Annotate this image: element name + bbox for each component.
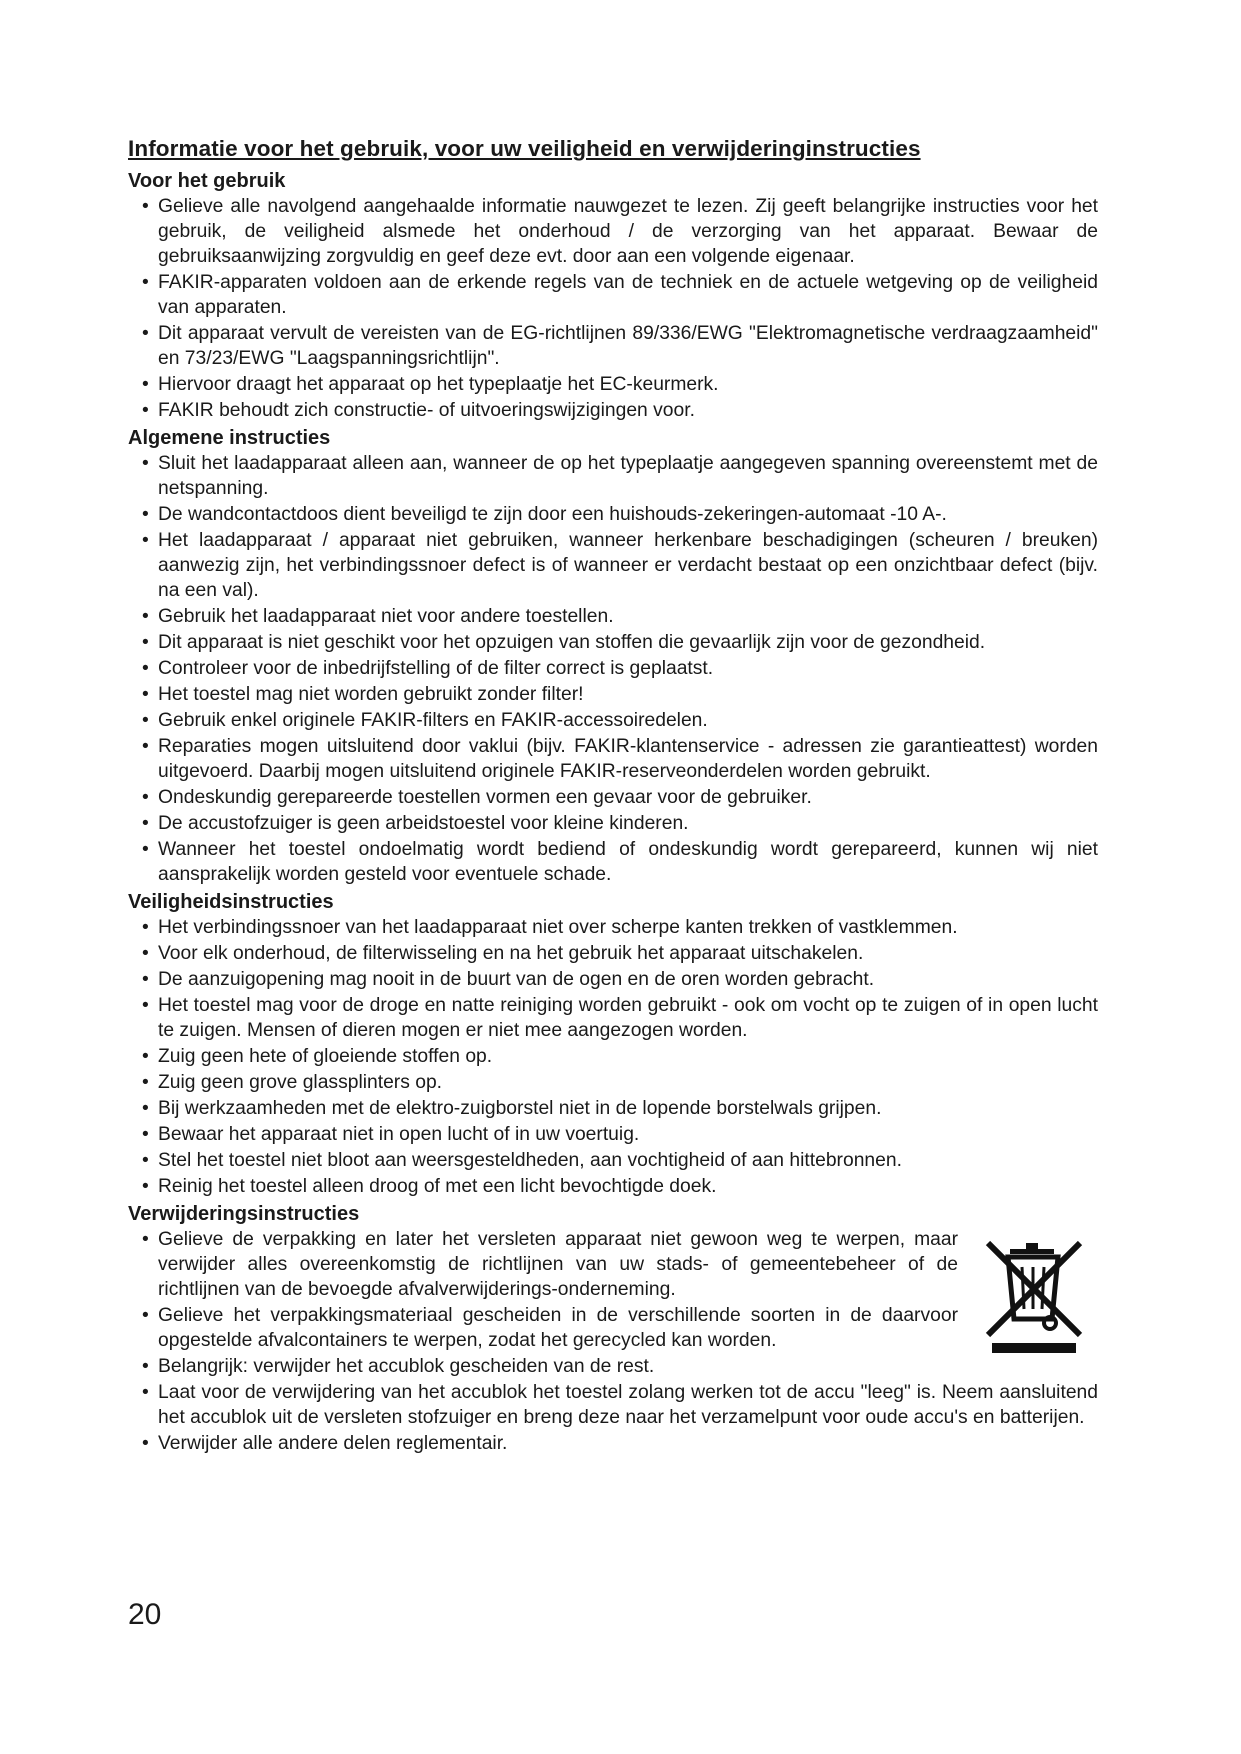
list-item: • Reparaties mogen uitsluitend door vaklui (bijv. FAKIR-klantenservice - adressen zie garantieattest) worden uitgevoerd. Daarbij mogen uitsluitend originele FAKIR-reserveonderdelen worden gebruikt. [128,734,1098,784]
list-item: • FAKIR behoudt zich constructie- of uitvoeringswijzigingen voor. [128,398,1098,423]
list-item: • Het toestel mag niet worden gebruikt zonder filter! [128,682,1098,707]
list-item: • Controleer voor de inbedrijfstelling of de filter correct is geplaatst. [128,656,1098,681]
list-item: • De wandcontactdoos dient beveiligd te zijn door een huishouds-zekeringen-automaat -10 A-. [128,502,1098,527]
section-disposal [128,1203,1098,1456]
list-item: • Het toestel mag voor de droge en natte reiniging worden gebruikt - ook om vocht op te zuigen of in open lucht te zuigen. Mensen of dieren mogen er niet mee aangezogen worden. [128,993,1098,1043]
list-item: • De aanzuigopening mag nooit in de buurt van de ogen en de oren worden gebracht. [128,967,1098,992]
list-item: • Zuig geen grove glassplinters op. [128,1070,1098,1095]
list-item: • Reinig het toestel alleen droog of met een licht bevochtigde doek. [128,1174,1098,1199]
crossed-out-wheelie-bin-icon [980,1237,1088,1357]
section-usage [128,170,1098,423]
list-item: • Gelieve de verpakking en later het versleten apparaat niet gewoon weg te werpen, maar verwijder alles overeenkomstig de richtlijnen van uw stads- of gemeentebeheer of de richtlijnen van de bevoegde afvalverwijderings-onderneming. [128,1227,958,1302]
section-safety [128,891,1098,1199]
list-item: • Het verbindingssnoer van het laadapparaat niet over scherpe kanten trekken of vastklemmen. [128,915,1098,940]
list-item: • Gelieve het verpakkingsmateriaal gescheiden in de verschillende soorten in de daarvoor opgestelde afvalcontainers te werpen, zodat het gerecycled kan worden. [128,1303,958,1353]
list-item: • FAKIR-apparaten voldoen aan de erkende regels van de techniek en de actuele wetgeving op de veiligheid van apparaten. [128,270,1098,320]
list-item: • Gebruik het laadapparaat niet voor andere toestellen. [128,604,1098,629]
list-item: • Bewaar het apparaat niet in open lucht of in uw voertuig. [128,1122,1098,1147]
list-item: • Voor elk onderhoud, de filterwisseling en na het gebruik het apparaat uitschakelen. [128,941,1098,966]
list-item: • Gebruik enkel originele FAKIR-filters en FAKIR-accessoiredelen. [128,708,1098,733]
list-item: • Laat voor de verwijdering van het accublok het toestel zolang werken tot de accu "leeg" is. Neem aansluitend het accublok uit de versleten stofzuiger en breng deze naar het verzamelpunt voor oude accu's en batterijen. [128,1380,1098,1430]
section-heading: Veiligheidsinstructies [128,891,334,913]
list-item: • De accustofzuiger is geen arbeidstoestel voor kleine kinderen. [128,811,1098,836]
bullet-list [128,194,1098,423]
list-item: • Gelieve alle navolgend aangehaalde informatie nauwgezet te lezen. Zij geeft belangrijke instructies voor het gebruik, de veiligheid alsmede het onderhoud / de verzorging van het apparaat. Bewaar de gebruiksaanwijzing zorgvuldig en geef deze evt. door aan een volgende eigenaar. [128,194,1098,269]
section-general [128,427,1098,887]
page-title: Informatie voor het gebruik, voor uw veiligheid en verwijderinginstructies [128,136,921,161]
list-item: • Dit apparaat vervult de vereisten van de EG-richtlijnen 89/336/EWG "Elektromagnetische verdraagzaamheid" en 73/23/EWG "Laagspanningsrichtlijn". [128,321,1098,371]
page-number: 20 [128,1598,162,1631]
list-item: • Verwijder alle andere delen reglementair. [128,1431,1098,1456]
section-heading: Algemene instructies [128,427,331,449]
document-page [128,136,1098,1457]
section-heading: Verwijderingsinstructies [128,1203,360,1225]
bullet-list [128,451,1098,887]
list-item: • Hiervoor draagt het apparaat op het typeplaatje het EC-keurmerk. [128,372,1098,397]
list-item: • Sluit het laadapparaat alleen aan, wanneer de op het typeplaatje aangegeven spanning overeenstemt met de netspanning. [128,451,1098,501]
list-item: • Zuig geen hete of gloeiende stoffen op. [128,1044,1098,1069]
bullet-list [128,915,1098,1199]
list-item: • Dit apparaat is niet geschikt voor het opzuigen van stoffen die gevaarlijk zijn voor de gezondheid. [128,630,1098,655]
list-item: • Belangrijk: verwijder het accublok gescheiden van de rest. [128,1354,1098,1379]
list-item: • Stel het toestel niet bloot aan weersgesteldheden, aan vochtigheid of aan hittebronnen. [128,1148,1098,1173]
list-item: • Het laadapparaat / apparaat niet gebruiken, wanneer herkenbare beschadigingen (scheuren / breuken) aanwezig zijn, het verbindingssnoer defect is of wanneer er verdacht bestaat op een onzichtbaar defect (bijv. na een val). [128,528,1098,603]
list-item: • Wanneer het toestel ondoelmatig wordt bediend of ondeskundig wordt gerepareerd, kunnen wij niet aansprakelijk worden gesteld voor eventuele schade. [128,837,1098,887]
list-item: • Bij werkzaamheden met de elektro-zuigborstel niet in de lopende borstelwals grijpen. [128,1096,1098,1121]
bullet-list [128,1227,1098,1456]
list-item: • Ondeskundig gerepareerde toestellen vormen een gevaar voor de gebruiker. [128,785,1098,810]
section-heading: Voor het gebruik [128,170,286,192]
